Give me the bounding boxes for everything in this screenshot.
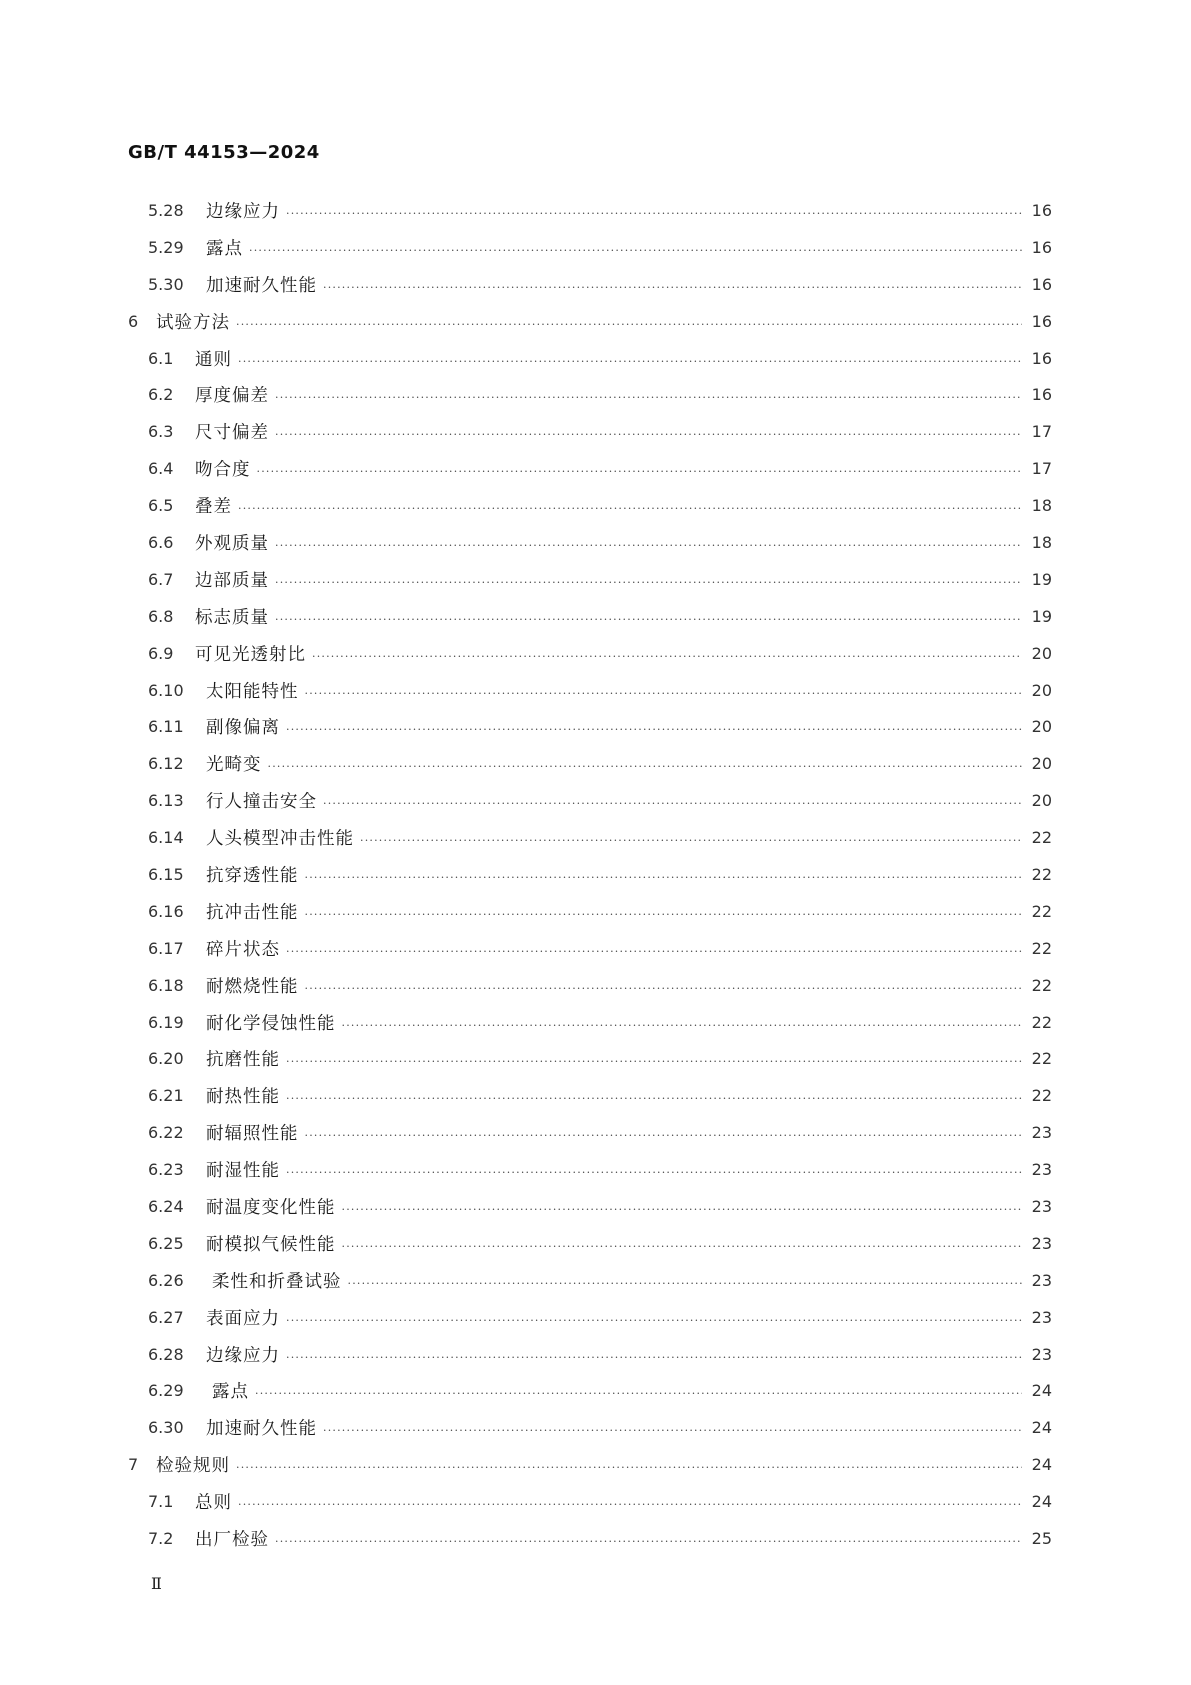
toc-entry-number: 6.30 bbox=[148, 1418, 184, 1438]
toc-dot-leader bbox=[236, 1462, 1022, 1473]
toc-entry-6-2[interactable] bbox=[128, 376, 1052, 413]
toc-entry-page: 19 bbox=[1031, 606, 1052, 626]
toc-entry-number: 6.11 bbox=[148, 717, 184, 737]
toc-entry-title: 抗磨性能 bbox=[206, 1050, 280, 1071]
toc-entry-number: 5.29 bbox=[148, 237, 184, 257]
toc-entry-page: 22 bbox=[1031, 1086, 1052, 1106]
toc-entry-page: 20 bbox=[1031, 643, 1052, 663]
toc-entry-6-9[interactable] bbox=[128, 635, 1052, 672]
toc-entry-title: 表面应力 bbox=[206, 1308, 280, 1329]
toc-dot-leader bbox=[286, 1056, 1022, 1067]
toc-entry-6-17[interactable] bbox=[128, 930, 1052, 967]
toc-entry-title: 抗冲击性能 bbox=[206, 902, 299, 923]
toc-dot-leader bbox=[275, 577, 1022, 588]
toc-entry-5-29[interactable] bbox=[128, 229, 1052, 266]
toc-entry-number: 6.13 bbox=[148, 791, 184, 811]
toc-entry-page: 24 bbox=[1031, 1455, 1052, 1475]
toc-entry-page: 24 bbox=[1031, 1418, 1052, 1438]
toc-entry-page: 22 bbox=[1031, 1012, 1052, 1032]
toc-entry-number: 6.14 bbox=[148, 828, 184, 848]
toc-dot-leader bbox=[305, 1130, 1023, 1141]
toc-entry-page: 23 bbox=[1031, 1196, 1052, 1216]
toc-entry-title: 出厂检验 bbox=[195, 1530, 269, 1550]
toc-entry-number: 6.21 bbox=[148, 1086, 184, 1106]
toc-entry-6-19[interactable] bbox=[128, 1004, 1052, 1041]
toc-entry-page: 23 bbox=[1031, 1123, 1052, 1143]
toc-dot-leader bbox=[275, 429, 1022, 440]
toc-entry-page: 23 bbox=[1031, 1344, 1052, 1364]
toc-entry-6-26[interactable] bbox=[128, 1262, 1052, 1299]
toc-entry-number: 7.2 bbox=[148, 1529, 174, 1548]
toc-dot-leader bbox=[238, 1499, 1022, 1510]
toc-entry-6-8[interactable] bbox=[128, 598, 1052, 635]
toc-entry-6-18[interactable] bbox=[128, 967, 1052, 1004]
toc-entry-page: 23 bbox=[1031, 1270, 1052, 1290]
toc-dot-leader bbox=[275, 392, 1022, 403]
toc-entry-number: 6.23 bbox=[148, 1160, 184, 1180]
toc-entry-6-21[interactable] bbox=[128, 1077, 1052, 1114]
toc-entry-page: 18 bbox=[1031, 532, 1052, 552]
toc-entry-title: 尺寸偏差 bbox=[195, 423, 269, 444]
toc-entry-number: 6.22 bbox=[148, 1123, 184, 1143]
toc-entry-page: 16 bbox=[1031, 348, 1052, 368]
toc-entry-title: 总则 bbox=[195, 1493, 232, 1514]
toc-entry-number: 6.15 bbox=[148, 864, 184, 884]
toc-dot-leader bbox=[286, 208, 1022, 219]
toc-entry-number: 6 bbox=[128, 311, 139, 331]
toc-entry-page: 20 bbox=[1031, 717, 1052, 737]
toc-entry-number: 6.8 bbox=[148, 606, 174, 626]
toc-entry-number: 6.10 bbox=[148, 680, 184, 700]
toc-entry-title: 太阳能特性 bbox=[206, 681, 299, 702]
toc-dot-leader bbox=[348, 1278, 1023, 1289]
toc-entry-title: 边部质量 bbox=[195, 570, 269, 591]
toc-entry-number: 6.7 bbox=[148, 569, 174, 589]
toc-entry-number: 6.2 bbox=[148, 385, 174, 405]
toc-dot-leader bbox=[342, 1204, 1023, 1215]
toc-entry-number: 6.19 bbox=[148, 1012, 184, 1032]
toc-dot-leader bbox=[305, 983, 1023, 994]
toc-entry-title: 耐辐照性能 bbox=[206, 1124, 299, 1145]
toc-entry-page: 22 bbox=[1031, 938, 1052, 958]
toc-entry-page: 16 bbox=[1031, 385, 1052, 405]
toc-entry-number: 6.12 bbox=[148, 754, 184, 774]
toc-entry-title: 试验方法 bbox=[156, 312, 230, 333]
toc-entry-number: 6.16 bbox=[148, 901, 184, 921]
toc-entry-6-27[interactable] bbox=[128, 1299, 1052, 1336]
toc-entry-title: 行人撞击安全 bbox=[206, 792, 317, 813]
toc-dot-leader bbox=[305, 872, 1023, 883]
toc-entry-title: 抗穿透性能 bbox=[206, 865, 299, 886]
toc-entry-title: 通则 bbox=[195, 349, 232, 370]
toc-entry-title: 加速耐久性能 bbox=[206, 1419, 317, 1440]
toc-entry-page: 16 bbox=[1031, 311, 1052, 331]
toc-entry-title: 光畸变 bbox=[206, 755, 262, 776]
toc-entry-6-23[interactable] bbox=[128, 1151, 1052, 1188]
toc-entry-7-2[interactable] bbox=[128, 1520, 1052, 1557]
toc-entry-6-28[interactable] bbox=[128, 1336, 1052, 1373]
toc-entry-page: 23 bbox=[1031, 1160, 1052, 1180]
standard-id-header: GB/T 44153—2024 bbox=[128, 142, 320, 163]
toc-entry-title: 边缘应力 bbox=[206, 1345, 280, 1366]
toc-entry-6-20[interactable] bbox=[128, 1040, 1052, 1077]
toc-entry-6-30[interactable] bbox=[128, 1409, 1052, 1446]
toc-entry-number: 7 bbox=[128, 1455, 139, 1475]
toc-dot-leader bbox=[255, 1388, 1022, 1399]
toc-entry-number: 6.17 bbox=[148, 938, 184, 958]
page-number: Ⅱ bbox=[151, 1574, 162, 1593]
toc-entry-6-7[interactable] bbox=[128, 561, 1052, 598]
toc-entry-title: 加速耐久性能 bbox=[206, 275, 317, 296]
toc-entry-number: 6.1 bbox=[148, 348, 174, 368]
toc-entry-number: 5.30 bbox=[148, 274, 184, 294]
toc-entry-7-1[interactable] bbox=[128, 1483, 1052, 1520]
toc-entry-number: 6.25 bbox=[148, 1233, 184, 1253]
toc-entry-6-14[interactable] bbox=[128, 819, 1052, 856]
toc-dot-leader bbox=[312, 651, 1022, 662]
toc-dot-leader bbox=[257, 466, 1023, 477]
toc-entry-title: 标志质量 bbox=[195, 607, 269, 628]
toc-dot-leader bbox=[286, 946, 1022, 957]
toc-dot-leader bbox=[342, 1241, 1023, 1252]
toc-entry-5-28[interactable] bbox=[128, 192, 1052, 229]
toc-entry-title: 耐热性能 bbox=[206, 1087, 280, 1108]
toc-entry-page: 23 bbox=[1031, 1233, 1052, 1253]
toc-entry-page: 20 bbox=[1031, 680, 1052, 700]
toc-dot-leader bbox=[275, 540, 1022, 551]
toc-entry-page: 22 bbox=[1031, 1049, 1052, 1069]
toc-entry-title: 边缘应力 bbox=[206, 201, 280, 222]
toc-entry-number: 6.4 bbox=[148, 459, 174, 479]
toc-entry-page: 17 bbox=[1031, 422, 1052, 442]
toc-entry-page: 22 bbox=[1031, 975, 1052, 995]
toc-dot-leader bbox=[286, 724, 1022, 735]
toc-entry-number: 6.24 bbox=[148, 1196, 184, 1216]
toc-entry-6-25[interactable] bbox=[128, 1225, 1052, 1262]
toc-dot-leader bbox=[286, 1167, 1022, 1178]
toc-entry-6[interactable] bbox=[128, 303, 1052, 340]
toc-entry-6-11[interactable] bbox=[128, 708, 1052, 745]
toc-entry-6-22[interactable] bbox=[128, 1114, 1052, 1151]
toc-entry-page: 20 bbox=[1031, 791, 1052, 811]
toc-entry-7[interactable] bbox=[128, 1446, 1052, 1483]
toc-entry-title: 吻合度 bbox=[195, 460, 251, 481]
toc-entry-title: 耐湿性能 bbox=[206, 1161, 280, 1182]
toc-entry-page: 16 bbox=[1031, 274, 1052, 294]
toc-entry-number: 6.5 bbox=[148, 496, 174, 516]
toc-entry-6-29[interactable] bbox=[128, 1373, 1052, 1410]
toc-entry-number: 6.28 bbox=[148, 1344, 184, 1364]
toc-entry-6-24[interactable] bbox=[128, 1188, 1052, 1225]
toc-entry-number: 6.6 bbox=[148, 532, 174, 552]
toc-dot-leader bbox=[305, 909, 1023, 920]
toc-entry-page: 16 bbox=[1031, 200, 1052, 220]
toc-entry-page: 18 bbox=[1031, 496, 1052, 516]
toc-entry-number: 6.18 bbox=[148, 975, 184, 995]
toc-entry-title: 耐化学侵蚀性能 bbox=[206, 1013, 336, 1034]
toc-dot-leader bbox=[305, 688, 1023, 699]
toc-dot-leader bbox=[249, 245, 1022, 256]
toc-entry-6-12[interactable] bbox=[128, 745, 1052, 782]
toc-entry-number: 6.3 bbox=[148, 422, 174, 442]
toc-dot-leader bbox=[275, 1536, 1022, 1547]
toc-entry-number: 6.27 bbox=[148, 1307, 184, 1327]
toc-entry-title: 人头模型冲击性能 bbox=[206, 829, 354, 850]
toc-entry-title: 露点 bbox=[212, 1382, 249, 1403]
toc-entry-number: 5.28 bbox=[148, 200, 184, 220]
toc-dot-leader bbox=[238, 503, 1022, 514]
toc-entry-title: 外观质量 bbox=[195, 533, 269, 554]
toc-entry-title: 副像偏离 bbox=[206, 718, 280, 739]
toc-dot-leader bbox=[268, 761, 1023, 772]
toc-dot-leader bbox=[286, 1315, 1022, 1326]
toc-entry-page: 22 bbox=[1031, 864, 1052, 884]
toc-entry-title: 厚度偏差 bbox=[195, 386, 269, 407]
toc-entry-6-13[interactable] bbox=[128, 782, 1052, 819]
toc-entry-title: 叠差 bbox=[195, 497, 232, 518]
toc-entry-6-1[interactable] bbox=[128, 340, 1052, 377]
toc-entry-number: 6.9 bbox=[148, 643, 174, 663]
toc-entry-page: 25 bbox=[1031, 1529, 1052, 1548]
toc-entry-title: 检验规则 bbox=[156, 1456, 230, 1477]
toc-entry-number: 6.20 bbox=[148, 1049, 184, 1069]
toc-entry-title: 耐模拟气候性能 bbox=[206, 1234, 336, 1255]
toc-entry-page: 24 bbox=[1031, 1492, 1052, 1512]
toc-entry-page: 17 bbox=[1031, 459, 1052, 479]
toc-entry-title: 耐燃烧性能 bbox=[206, 976, 299, 997]
toc-dot-leader bbox=[236, 319, 1022, 330]
toc-entry-number: 6.26 bbox=[148, 1270, 184, 1290]
toc-dot-leader bbox=[286, 1093, 1022, 1104]
toc-dot-leader bbox=[323, 1425, 1022, 1436]
toc-entry-number: 7.1 bbox=[148, 1492, 174, 1512]
toc-dot-leader bbox=[323, 798, 1022, 809]
toc-entry-page: 20 bbox=[1031, 754, 1052, 774]
toc-entry-title: 可见光透射比 bbox=[195, 644, 306, 665]
toc-entry-page: 16 bbox=[1031, 237, 1052, 257]
toc-dot-leader bbox=[323, 282, 1022, 293]
toc-entry-title: 露点 bbox=[206, 238, 243, 259]
toc-entry-number: 6.29 bbox=[148, 1381, 184, 1401]
toc-entry-6-3[interactable] bbox=[128, 413, 1052, 450]
toc-entry-6-4[interactable] bbox=[128, 450, 1052, 487]
toc-entry-page: 24 bbox=[1031, 1381, 1052, 1401]
toc-entry-6-5[interactable] bbox=[128, 487, 1052, 524]
toc-entry-page: 22 bbox=[1031, 828, 1052, 848]
toc-dot-leader bbox=[286, 1352, 1022, 1363]
toc-entry-6-10[interactable] bbox=[128, 672, 1052, 709]
toc-entry-5-30[interactable] bbox=[128, 266, 1052, 303]
toc-entry-6-16[interactable] bbox=[128, 893, 1052, 930]
toc-entry-page: 19 bbox=[1031, 569, 1052, 589]
toc-dot-leader bbox=[238, 356, 1022, 367]
table-of-contents bbox=[128, 192, 1052, 1557]
toc-dot-leader bbox=[275, 614, 1022, 625]
toc-dot-leader bbox=[360, 835, 1022, 846]
toc-entry-title: 耐温度变化性能 bbox=[206, 1197, 336, 1218]
toc-entry-title: 碎片状态 bbox=[206, 939, 280, 960]
toc-entry-6-15[interactable] bbox=[128, 856, 1052, 893]
toc-entry-6-6[interactable] bbox=[128, 524, 1052, 561]
toc-dot-leader bbox=[342, 1020, 1023, 1031]
toc-entry-page: 22 bbox=[1031, 901, 1052, 921]
toc-entry-title: 柔性和折叠试验 bbox=[212, 1271, 342, 1292]
toc-entry-page: 23 bbox=[1031, 1307, 1052, 1327]
